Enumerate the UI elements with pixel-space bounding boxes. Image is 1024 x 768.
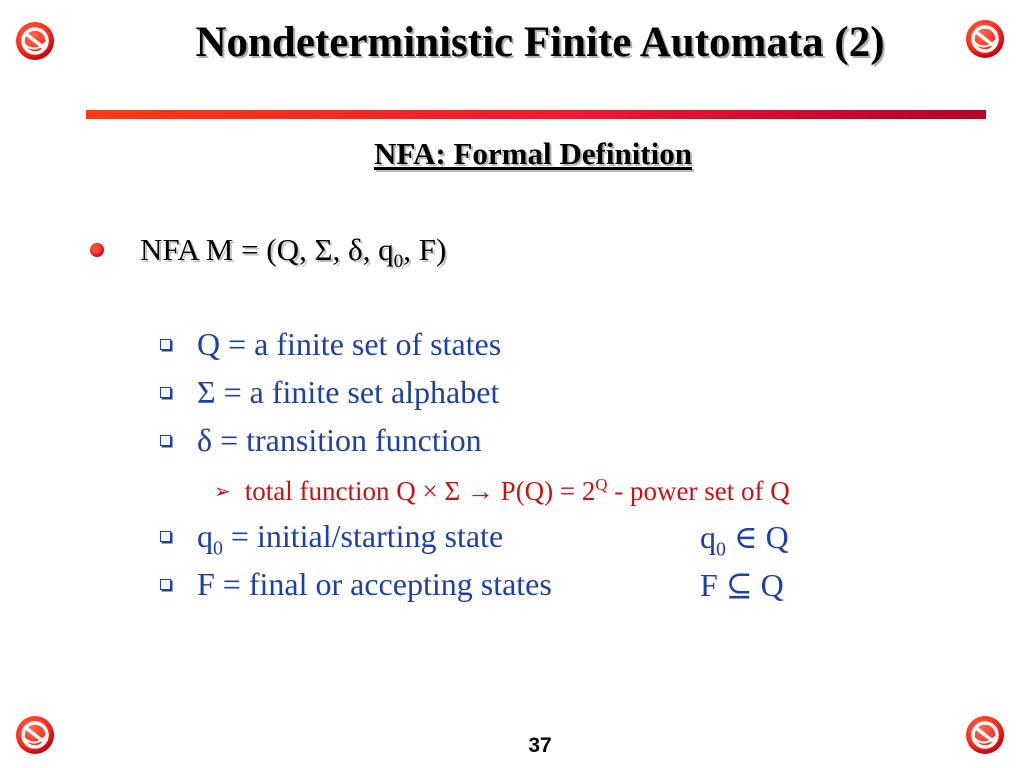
list-item-initial-state [160, 518, 860, 561]
page-number: 37 [528, 734, 552, 757]
list-item-text: F = final or accepting states [197, 566, 552, 602]
red-circle-bullet-icon [90, 243, 104, 257]
main-bullet-suffix: , F) [403, 232, 447, 267]
list-item-formula: F ⊆ Q [700, 567, 784, 603]
transition-detail-prefix: total function Q × Σ → P(Q) = 2 [244, 476, 596, 506]
slide-subtitle: NFA: Formal Definition [374, 136, 692, 171]
hollow-square-bullet-icon [160, 339, 171, 350]
slide-title: Nondeterministic Finite Automata (2) [195, 19, 885, 66]
transition-detail [214, 476, 790, 507]
list-item-pre: q [197, 518, 213, 554]
hollow-square-bullet-icon [160, 531, 171, 542]
list-item-text: Q = a finite set of states [197, 326, 502, 362]
list-item-text: δ = transition function [197, 422, 482, 458]
title-divider [86, 110, 986, 119]
list-item-final-states [160, 566, 860, 603]
formula-text: ∈ Q [725, 519, 789, 555]
transition-detail-suffix: - power set of Q [607, 476, 790, 506]
list-item-states [160, 326, 501, 363]
list-item-alphabet [160, 374, 499, 411]
formula-pre: q [700, 519, 716, 555]
list-item-transition [160, 422, 482, 459]
hollow-square-bullet-icon [160, 387, 171, 398]
list-item-text: Σ = a finite set alphabet [197, 374, 500, 410]
transition-detail-superscript: Q [595, 475, 608, 494]
main-bullet-prefix: NFA M = (Q, Σ, δ, q [140, 232, 394, 267]
hollow-square-bullet-icon [160, 579, 171, 590]
list-item-text: = initial/starting state [222, 518, 504, 554]
list-item-subscript: 0 [213, 537, 223, 560]
hollow-square-bullet-icon [160, 435, 171, 446]
formula-subscript: 0 [716, 538, 726, 561]
main-bullet [90, 232, 447, 273]
main-bullet-subscript: 0 [393, 251, 404, 273]
arrowhead-bullet-icon: ➢ [214, 479, 231, 503]
list-item-formula [700, 518, 789, 561]
